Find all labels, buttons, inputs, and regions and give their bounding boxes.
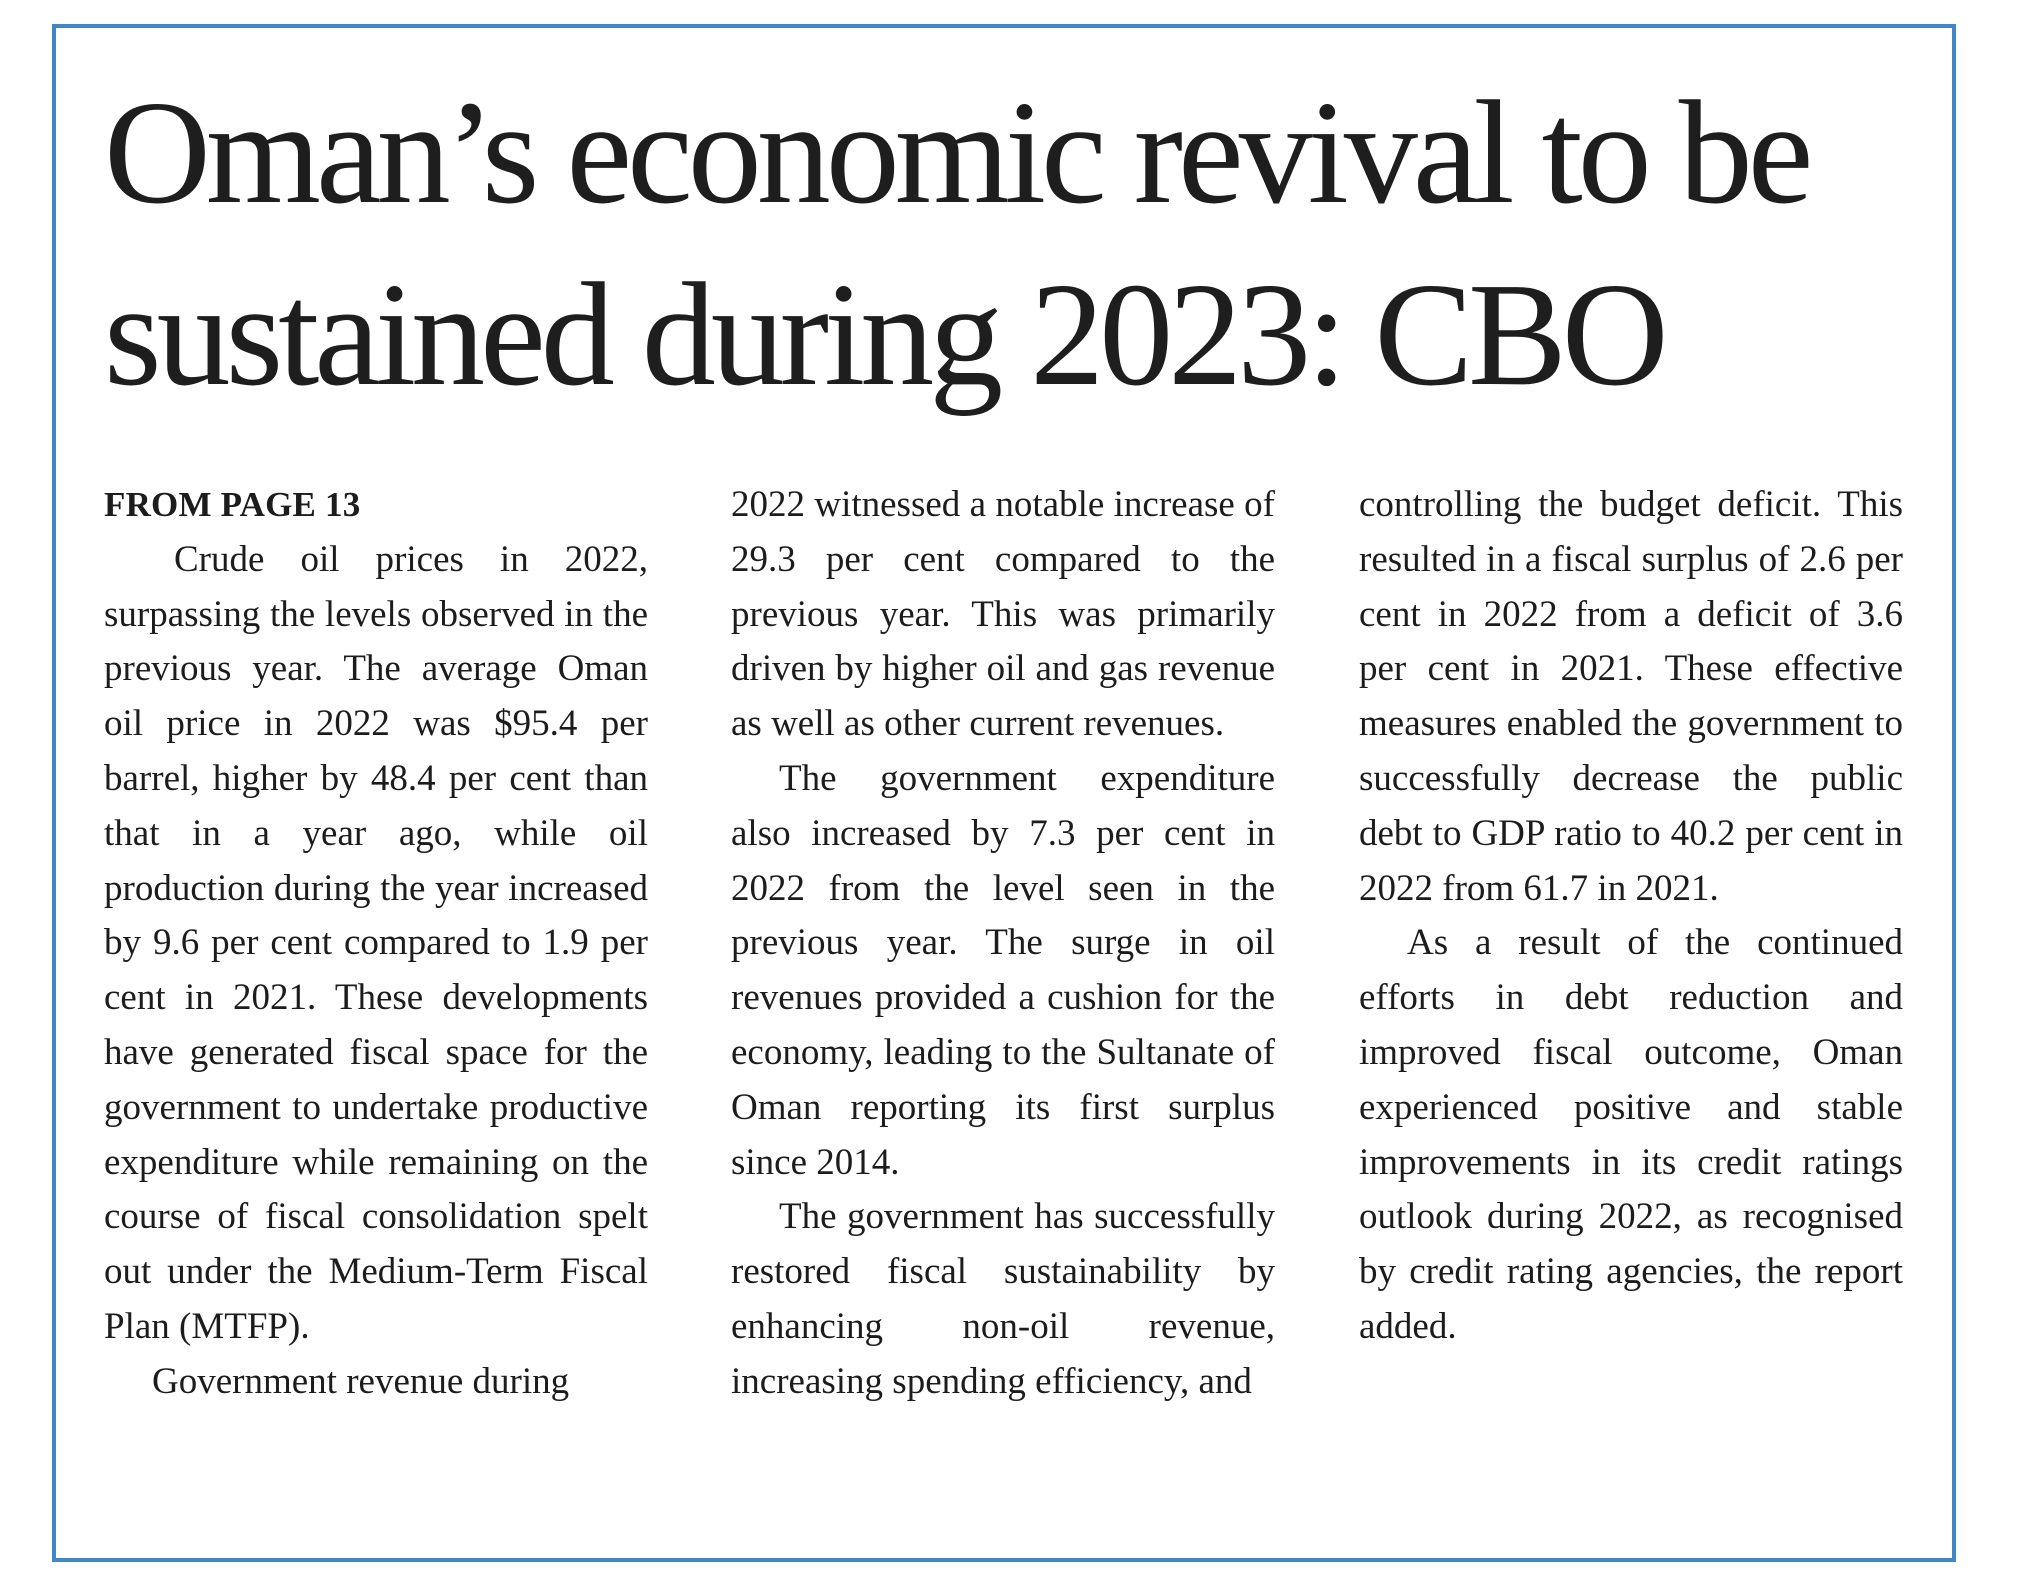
column-1 — [104, 478, 648, 1410]
col2-paragraph-3: The government has successfully restored fiscal sustainability by enhancing non-oil revenue, increasing spending efficiency, and — [731, 1196, 1275, 1402]
col3-paragraph-2: As a result of the continued efforts in debt reduction and improved fiscal outcome, Oman experienced positive and stable improvements in its credit ratings outlook during 2022, as recognised by credit rating agencies, the report added. — [1359, 922, 1903, 1347]
column-3 — [1359, 478, 1903, 1355]
col2-paragraph-2: The government expenditure also increased by 7.3 per cent in 2022 from the level seen in the previous year. The surge in oil revenues provided a cushion for the economy, leading to the Sultanate of Oman reporting its first surplus since 2014. — [731, 757, 1275, 1183]
headline — [104, 62, 1884, 426]
col1-paragraph-2: Government revenue during — [152, 1360, 570, 1402]
col1-paragraph-1: Crude oil prices in 2022, surpassing the levels observed in the previous year. The average Oman oil price in 2022 was $95.4 per barrel, higher by 48.4 per cent than that in a year ago, while oil production during the year increased by 9.6 per cent compared to 1.9 per cent in 2021. These developments have generated fiscal space for the government to undertake productive expenditure while remaining on the course of fiscal consolidation spelt out under the Medium-Term Fiscal Plan (MTFP). — [104, 538, 648, 1347]
col3-paragraph-1: controlling the budget deficit. This resulted in a fiscal surplus of 2.6 per cent in 2022 from a deficit of 3.6 per cent in 2021. These effective measures enabled the government to successfully decrease the public debt to GDP ratio to 40.2 per cent in 2022 from 61.7 in 2021. — [1359, 484, 1903, 909]
source-label: FROM PAGE 13 — [104, 485, 361, 524]
headline-line-2: sustained during 2023: CBO — [104, 253, 1664, 417]
column-2 — [731, 478, 1275, 1410]
col2-paragraph-1: 2022 witnessed a notable increase of 29.3 per cent compared to the previous year. This was primarily driven by higher oil and gas revenue as well as other current revenues. — [731, 484, 1275, 745]
headline-line-1: Oman’s economic revival to be — [104, 71, 1809, 235]
